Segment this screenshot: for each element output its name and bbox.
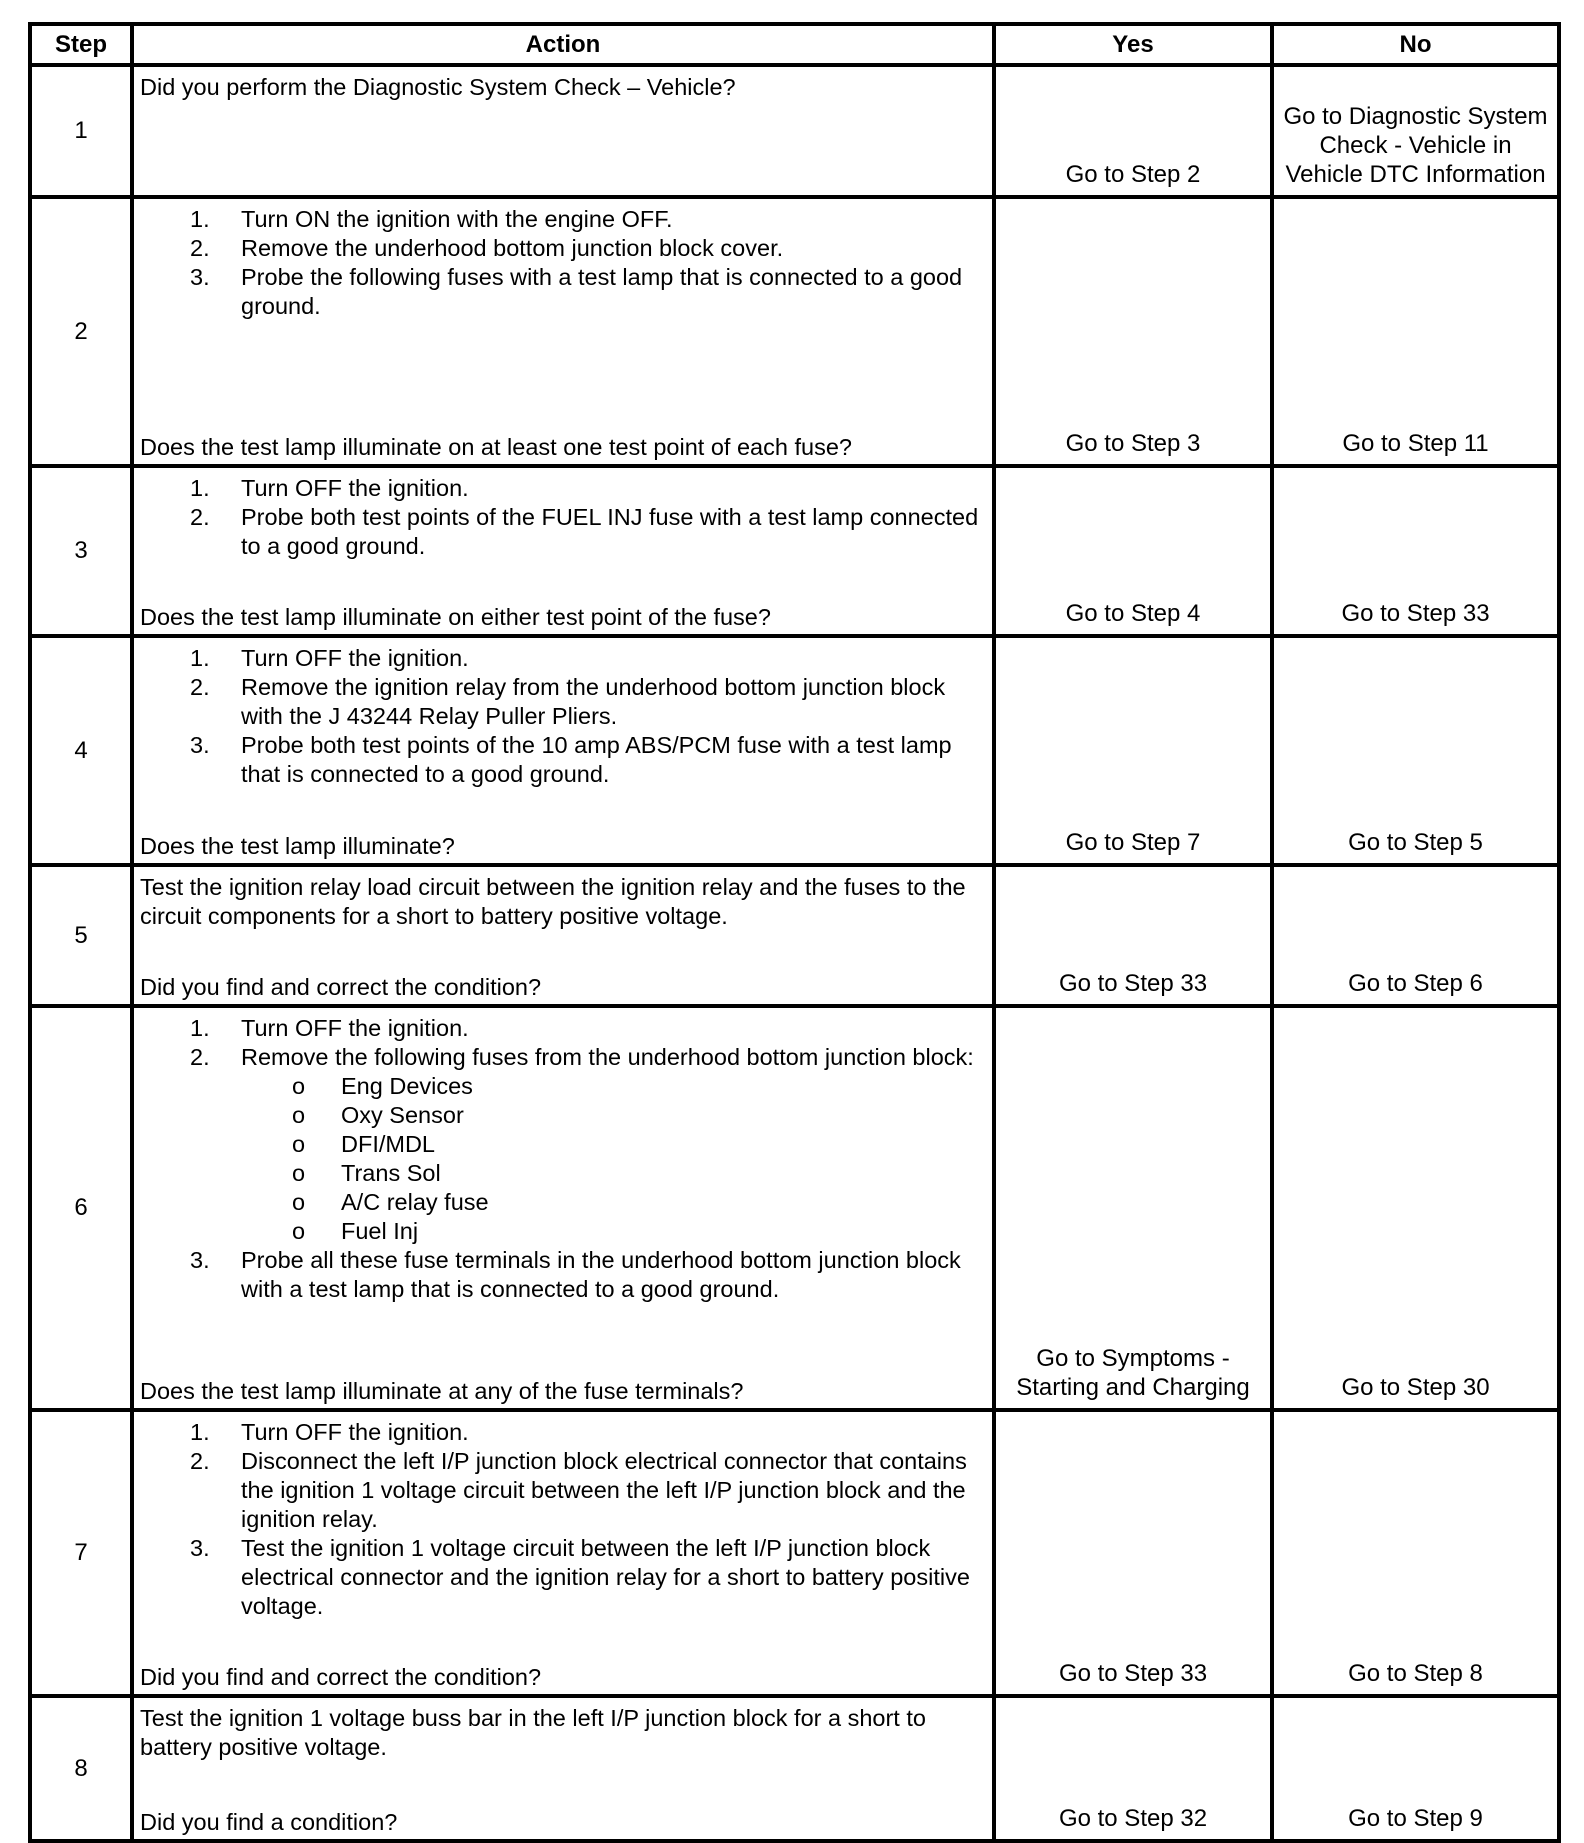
fuse-name: Eng Devices [341, 1073, 473, 1099]
action-question: Did you find and correct the condition? [140, 1664, 542, 1690]
action-steps-list [140, 644, 986, 789]
action-content [134, 1698, 992, 1839]
no-result: Go to Step 11 [1342, 430, 1489, 457]
action-step-item [140, 1418, 986, 1447]
action-step-item [140, 1447, 986, 1534]
action-cell [132, 466, 994, 636]
action-step-text: Remove the ignition relay from the underhood bottom junction block with the J 43244 Relay Puller Pliers. [241, 674, 946, 729]
no-result: Go to Step 5 [1348, 829, 1483, 856]
fuse-list-item [140, 1188, 986, 1217]
no-result: Go to Diagnostic System Check - Vehicle in Vehicle DTC Information [1283, 103, 1548, 188]
step-row-8 [30, 1696, 1559, 1841]
action-cell [132, 1006, 994, 1410]
yes-cell [994, 197, 1272, 466]
action-question: Does the test lamp illuminate at any of the fuse terminals? [140, 1378, 744, 1404]
fuse-list-item [140, 1072, 986, 1101]
fuse-list-item [140, 1130, 986, 1159]
step-number: 2 [30, 197, 132, 466]
action-cell [132, 1410, 994, 1696]
action-step-number: 1. [190, 1419, 210, 1445]
fuse-list-item [140, 1217, 986, 1246]
action-cell [132, 1696, 994, 1841]
bullet-icon: o [292, 1218, 306, 1244]
fuse-list-item [140, 1101, 986, 1130]
yes-result: Go to Step 7 [1065, 829, 1201, 856]
bullet-icon: o [292, 1189, 306, 1215]
action-step-number: 2. [190, 674, 210, 700]
fuse-name: A/C relay fuse [341, 1189, 489, 1215]
action-step-text: Turn OFF the ignition. [241, 645, 469, 671]
yes-result: Go to Step 4 [1065, 600, 1201, 627]
no-result: Go to Step 6 [1348, 970, 1483, 997]
action-step-text: Probe all these fuse terminals in the underhood bottom junction block with a test lamp that is connected to a good ground. [241, 1247, 961, 1302]
yes-cell [994, 1410, 1272, 1696]
table-body [30, 65, 1559, 1841]
header-step: Step [30, 24, 132, 65]
action-content [134, 867, 992, 1004]
no-result: Go to Step 33 [1341, 600, 1490, 627]
no-result: Go to Step 9 [1348, 1805, 1483, 1832]
header-no: No [1272, 24, 1559, 65]
fuse-name: DFI/MDL [341, 1131, 435, 1157]
action-step-item [140, 644, 986, 673]
action-steps-list [140, 205, 986, 321]
no-cell [1272, 466, 1559, 636]
action-step-text: Remove the following fuses from the underhood bottom junction block: [241, 1044, 974, 1070]
step-row-1 [30, 65, 1559, 197]
action-step-number: 2. [190, 1044, 210, 1070]
no-cell [1272, 1696, 1559, 1841]
no-cell [1272, 197, 1559, 466]
no-cell [1272, 865, 1559, 1006]
step-number: 1 [30, 65, 132, 197]
action-steps-list [140, 474, 986, 561]
step-row-2 [30, 197, 1559, 466]
action-question: Did you find a condition? [140, 1809, 398, 1835]
step-row-7 [30, 1410, 1559, 1696]
step-number: 7 [30, 1410, 132, 1696]
action-step-item [140, 673, 986, 731]
yes-result: Go to Step 33 [1058, 1660, 1208, 1687]
action-step-text: Probe the following fuses with a test lamp that is connected to a good ground. [241, 264, 963, 319]
fuse-list-item [140, 1159, 986, 1188]
fuse-name: Oxy Sensor [341, 1102, 464, 1128]
action-step-text: Probe both test points of the FUEL INJ fuse with a test lamp connected to a good ground. [241, 504, 979, 559]
action-step-number: 1. [190, 1015, 210, 1041]
action-content [134, 638, 992, 863]
action-step-number: 1. [190, 645, 210, 671]
action-content [134, 67, 992, 195]
bullet-icon: o [292, 1131, 306, 1157]
yes-result: Go to Symptoms - Starting and Charging [1016, 1345, 1250, 1401]
action-content [134, 1412, 992, 1694]
yes-result: Go to Step 2 [1065, 161, 1201, 188]
action-cell [132, 197, 994, 466]
yes-cell [994, 1696, 1272, 1841]
fuse-name: Trans Sol [341, 1160, 441, 1186]
action-step-text: Test the ignition 1 voltage circuit between the left I/P junction block electrical connector and the ignition relay for a short to battery positive voltage. [241, 1535, 970, 1619]
step-row-6 [30, 1006, 1559, 1410]
yes-result: Go to Step 33 [1058, 970, 1208, 997]
action-question: Does the test lamp illuminate on either test point of the fuse? [140, 604, 771, 630]
fuse-name: Fuel Inj [341, 1218, 419, 1244]
step-row-5 [30, 865, 1559, 1006]
step-number: 3 [30, 466, 132, 636]
bullet-icon: o [292, 1160, 306, 1186]
no-result: Go to Step 8 [1348, 1660, 1483, 1687]
action-step-number: 2. [190, 235, 210, 261]
action-step-item [140, 263, 986, 321]
action-step-item [140, 474, 986, 503]
action-step-text: Probe both test points of the 10 amp ABS/PCM fuse with a test lamp that is connected to a good ground. [241, 732, 952, 787]
yes-cell [994, 636, 1272, 865]
yes-result: Go to Step 3 [1065, 430, 1201, 457]
no-cell [1272, 636, 1559, 865]
action-question: Does the test lamp illuminate on at least one test point of each fuse? [140, 434, 852, 460]
no-cell [1272, 1006, 1559, 1410]
yes-cell [994, 65, 1272, 197]
action-step-number: 2. [190, 1448, 210, 1474]
yes-cell [994, 1006, 1272, 1410]
step-number: 8 [30, 1696, 132, 1841]
action-text: Test the ignition relay load circuit between the ignition relay and the fuses to the circuit components for a short to battery positive voltage. [140, 874, 966, 929]
action-step-item [140, 205, 986, 234]
action-content [134, 1008, 992, 1408]
no-cell [1272, 1410, 1559, 1696]
step-number: 4 [30, 636, 132, 865]
action-step-text: Turn ON the ignition with the engine OFF. [241, 206, 673, 232]
header-yes: Yes [994, 24, 1272, 65]
action-step-text: Disconnect the left I/P junction block electrical connector that contains the ignition 1 voltage circuit between the left I/P junction block and the ignition relay. [241, 1448, 967, 1532]
action-cell [132, 865, 994, 1006]
diagnostic-table [28, 22, 1561, 1843]
action-step-item [140, 1246, 986, 1304]
yes-cell [994, 865, 1272, 1006]
action-question: Does the test lamp illuminate? [140, 833, 455, 859]
step-number: 6 [30, 1006, 132, 1410]
action-step-text: Remove the underhood bottom junction block cover. [241, 235, 784, 261]
action-step-number: 1. [190, 475, 210, 501]
action-step-item [140, 731, 986, 789]
action-steps-list [140, 1418, 986, 1621]
bullet-icon: o [292, 1073, 306, 1099]
action-steps-list [140, 1014, 986, 1304]
action-step-item [140, 503, 986, 561]
action-content [134, 199, 992, 464]
action-step-number: 3. [190, 732, 210, 758]
header-action: Action [132, 24, 994, 65]
action-step-number: 2. [190, 504, 210, 530]
action-cell [132, 636, 994, 865]
action-question: Did you find and correct the condition? [140, 974, 542, 1000]
step-row-4 [30, 636, 1559, 865]
no-cell [1272, 65, 1559, 197]
action-step-number: 3. [190, 1247, 210, 1273]
action-step-number: 3. [190, 264, 210, 290]
action-step-number: 1. [190, 206, 210, 232]
action-step-text: Turn OFF the ignition. [241, 1419, 469, 1445]
step-row-3 [30, 466, 1559, 636]
bullet-icon: o [292, 1102, 306, 1128]
action-content [134, 468, 992, 634]
action-step-text: Turn OFF the ignition. [241, 475, 469, 501]
no-result: Go to Step 30 [1341, 1374, 1490, 1401]
header-row [30, 24, 1559, 65]
yes-result: Go to Step 32 [1058, 1805, 1208, 1832]
step-number: 5 [30, 865, 132, 1006]
action-step-number: 3. [190, 1535, 210, 1561]
action-step-item [140, 1534, 986, 1621]
action-step-text: Turn OFF the ignition. [241, 1015, 469, 1041]
action-text: Test the ignition 1 voltage buss bar in the left I/P junction block for a short to battery positive voltage. [140, 1705, 926, 1760]
yes-cell [994, 466, 1272, 636]
action-step-item [140, 234, 986, 263]
action-cell [132, 65, 994, 197]
action-text: Did you perform the Diagnostic System Check – Vehicle? [140, 74, 736, 100]
action-step-item [140, 1014, 986, 1043]
action-step-item [140, 1043, 986, 1246]
fuse-list [241, 1072, 986, 1246]
